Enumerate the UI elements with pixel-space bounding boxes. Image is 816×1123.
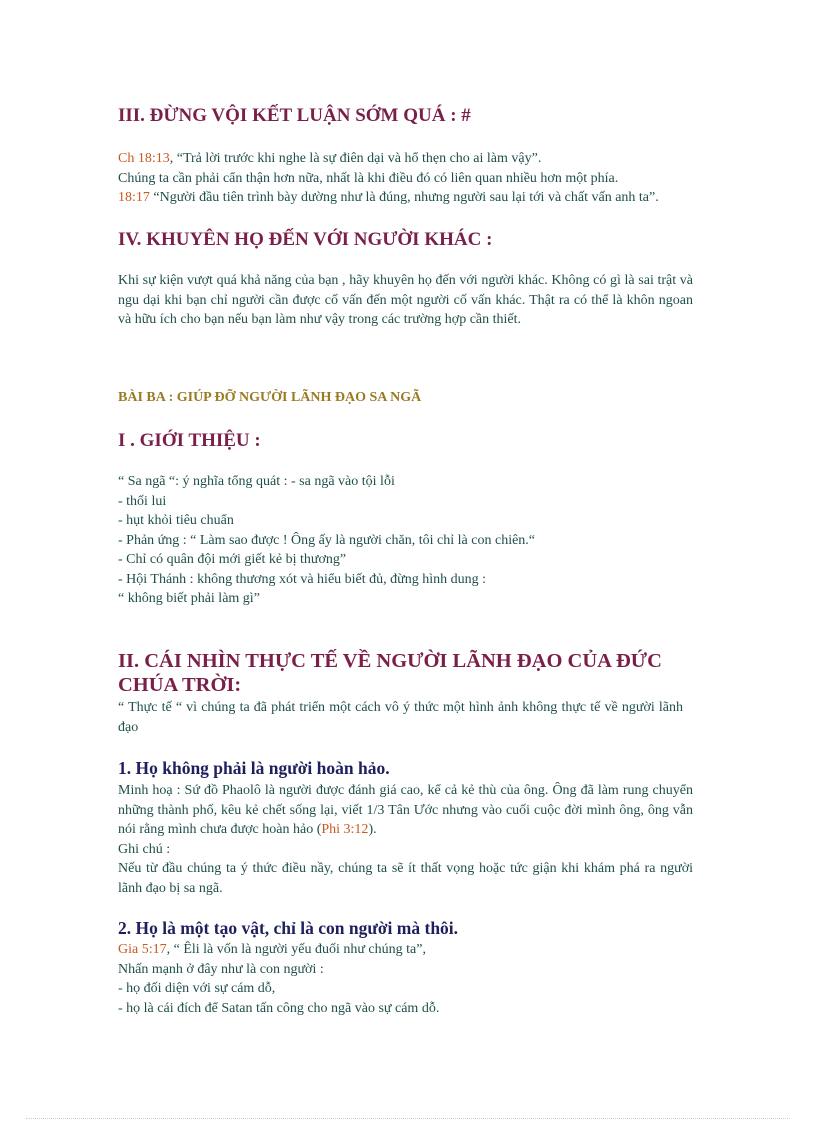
intro-list	[118, 472, 693, 609]
intro-heading: I . GIỚI THIỆU :	[118, 430, 261, 451]
section-3-line-1: Ch 18:13, “Trả lời trước khi nghe là sự điên dại và hổ thẹn cho ai làm vậy”.	[118, 151, 542, 166]
section-3-line-2: Chúng ta cần phải cẩn thận hơn nữa, nhất là khi điều đó có liên quan nhiều hơn một phía.	[118, 170, 619, 186]
point-1-note: Nếu từ đầu chúng ta ý thức điều nầy, chúng ta sẽ ít thất vọng hoặc tức giận khi khám phá ra người lãnh đạo bị sa ngã.	[118, 861, 693, 896]
section-4-paragraph: Khi sự kiện vượt quá khả năng của bạn , hãy khuyên họ đến với người khác. Không có gì là sai trật và ngu dại khi bạn chỉ người cần được cố vấn đến một người cố vấn khác. Thật ra có thể là khôn ngoan và hữu ích cho bạn nếu bạn làm như vậy trong các trường hợp cần thiết.	[118, 273, 693, 327]
point-2-line: - họ đối diện với sự cám dỗ,	[118, 981, 276, 996]
intro-line: - hụt khỏi tiêu chuẩn	[118, 513, 234, 528]
section-2-heading: II. CÁI NHÌN THỰC TẾ VỀ NGƯỜI LÃNH ĐẠO CỦA ĐỨC CHÚA TRỜI:	[118, 650, 662, 696]
intro-line: “ Sa ngã “: ý nghĩa tổng quát : - sa ngã vào tội lỗi	[118, 474, 395, 489]
lesson-title: BÀI BA : GIÚP ĐỠ NGƯỜI LÃNH ĐẠO SA NGÃ	[118, 390, 422, 405]
intro-line: - Phản ứng : “ Làm sao được ! Ông ấy là người chăn, tôi chỉ là con chiên.“	[118, 532, 536, 548]
page-bottom-divider	[26, 1118, 790, 1119]
scripture-reference: Phi 3:12	[321, 822, 369, 837]
scripture-reference: Gia 5:17	[118, 942, 167, 957]
intro-line: - Chỉ có quân đội mới giết kẻ bị thương”	[118, 552, 347, 567]
point-1-paragraph: Minh hoạ : Sứ đồ Phaolô là người được đánh giá cao, kể cả kẻ thù của ông. Ông đã làm rung chuyển những thành phố, kêu kẻ chết sống lại, viết 1/3 Tân Ước nhưng vào cuối cuộc đời mình ông, ông vẫn nói rằng mình chưa được hoàn hảo (Phi 3:12).	[118, 783, 693, 837]
section-2-paragraph: “ Thực tế “ vì chúng ta đã phát triển một cách vô ý thức một hình ảnh không thực tế về người lãnh đạo	[118, 700, 683, 735]
scripture-reference: 18:17	[118, 190, 150, 205]
intro-line: “ không biết phải làm gì”	[118, 591, 260, 606]
point-2-line-1: Gia 5:17, “ Êli là vốn là người yếu đuối như chúng ta”,	[118, 942, 426, 957]
section-3-body	[118, 149, 693, 208]
point-1-body	[118, 781, 693, 898]
point-2-heading: 2. Họ là một tạo vật, chỉ là con người mà thôi.	[118, 918, 459, 938]
point-1-note-label: Ghi chú :	[118, 841, 171, 857]
intro-line: - thối lui	[118, 493, 167, 509]
section-3-line-3: 18:17 “Người đầu tiên trình bày dường như là đúng, nhưng người sau lại tới và chất vấn anh ta”.	[118, 190, 659, 205]
section-3-heading: III. ĐỪNG VỘI KẾT LUẬN SỚM QUÁ : #	[118, 105, 471, 126]
intro-line: - Hội Thánh : không thương xót và hiểu biết đủ, đừng hình dung :	[118, 571, 487, 587]
section-4-body	[118, 271, 693, 330]
point-2-line: Nhấn mạnh ở đây như là con người :	[118, 961, 324, 977]
point-2-line: - họ là cái đích để Satan tấn công cho ngã vào sự cám dỗ.	[118, 1000, 440, 1016]
point-2-body	[118, 940, 693, 1018]
point-1-heading: 1. Họ không phải là người hoàn hảo.	[118, 758, 390, 778]
section-4-heading: IV. KHUYÊN HỌ ĐẾN VỚI NGƯỜI KHÁC :	[118, 229, 493, 250]
section-2-body	[118, 698, 683, 737]
scripture-reference: Ch 18:13	[118, 151, 170, 166]
